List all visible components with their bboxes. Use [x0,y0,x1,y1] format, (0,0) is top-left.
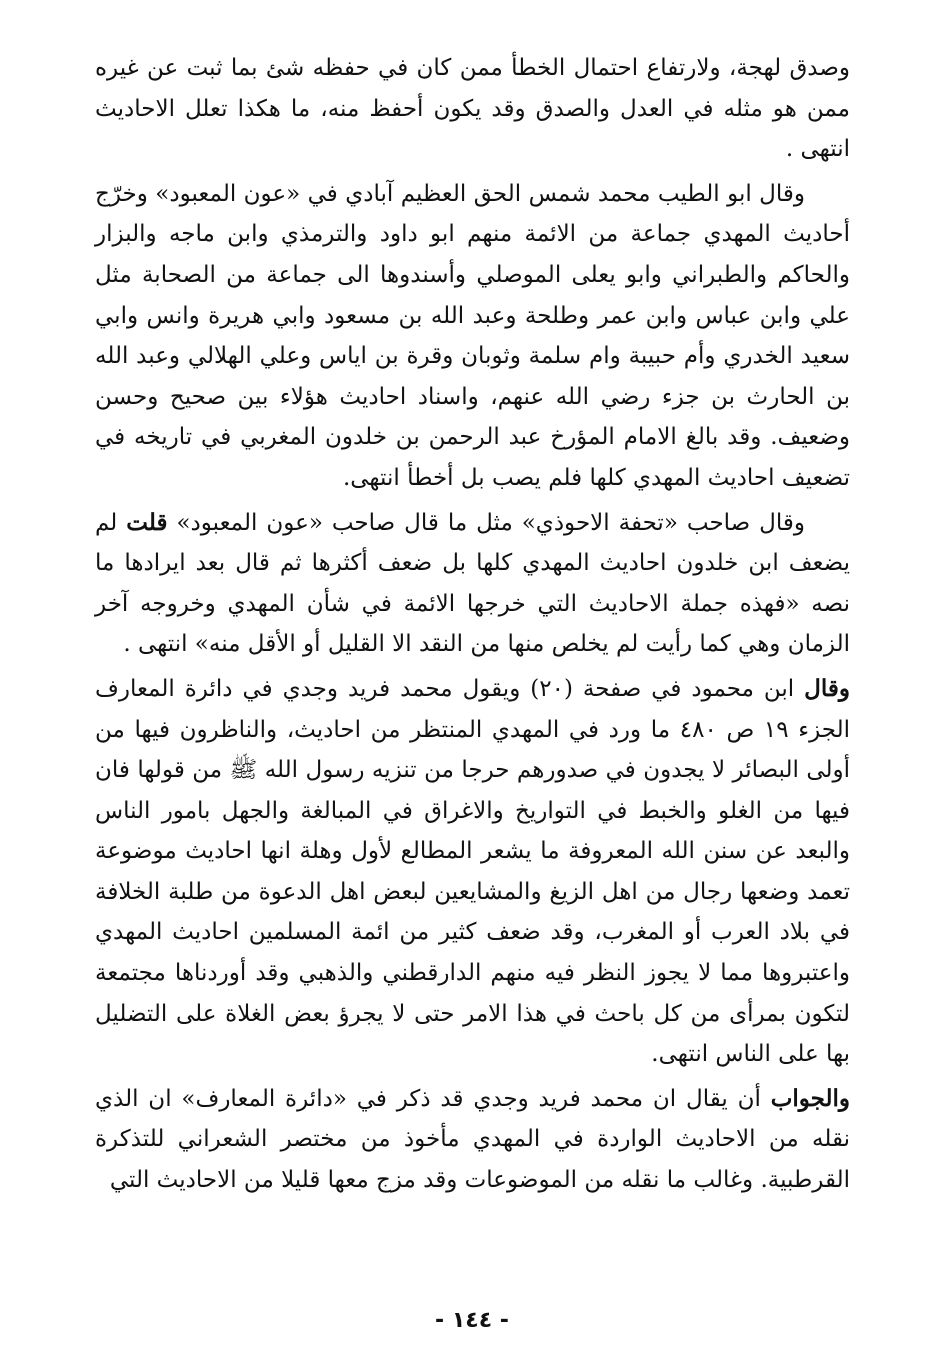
paragraph-4 [95,669,850,1075]
paragraph-5-lead: والجواب [770,1084,850,1112]
paragraph-3-text-before: وقال صاحب «تحفة الاحوذي» مثل ما قال صاحب «عون المعبود» [167,509,805,536]
paragraph-4-lead: وقال [804,674,850,702]
paragraph-2 [95,174,850,499]
page-number: - ١٤٤ - [435,1308,509,1333]
paragraph-1 [95,48,850,170]
paragraph-5 [95,1079,850,1201]
paragraph-3-bold-qultu: قلت [126,508,168,536]
paragraph-3 [95,503,850,665]
paragraph-4-text: ابن محمود في صفحة (٢٠) ويقول محمد فريد وجدي في دائرة المعارف الجزء ١٩ ص ٤٨٠ ما ورد في المهدي المنتظر من احاديث، والناظرون فيها من أولى البصائر لا يجدون في صدورهم حرجا من تنزيه رسول الله ﷺ من قولها فان فيها من الغلو والخبط في التواريخ والاغراق في المبالغة والجهل بامور الناس والبعد عن سنن الله المعروفة ما يشعر المطالع لأول وهلة انها احاديث موضوعة تعمد وضعها رجال من اهل الزيغ والمشايعين لبعض اهل الدعوة من طلبة الخلافة في بلاد العرب أو المغرب، وقد ضعف كثير من ائمة المسلمين احاديث المهدي واعتبروها مما لا يجوز النظر فيه منهم الدارقطني والذهبي وقد أوردناها مجتمعة لتكون بمرأى من كل باحث في هذا الامر حتى لا يجرؤ بعض الغلاة على التضليل بها على الناس انتهى. [95,675,851,1068]
paragraph-1-text: وصدق لهجة، ولارتفاع احتمال الخطأ ممن كان في حفظه شئ بما ثبت عن غيره ممن هو مثله في العدل والصدق وقد يكون أحفظ منه، ما هكذا تعلل الاحاديث انتهى . [95,55,850,163]
paragraph-2-text: وقال ابو الطيب محمد شمس الحق العظيم آبادي في «عون المعبود» وخرّج أحاديث المهدي جماعة من الائمة منهم ابو داود والترمذي وابن ماجه والبزار والحاكم والطبراني وابو يعلى الموصلي وأسندوها الى جماعة من الصحابة مثل علي وابن عباس وابن عمر وطلحة وعبد الله بن مسعود وابي هريرة وانس وابي سعيد الخدري وأم حبيبة وام سلمة وثوبان وقرة بن اياس وعلي الهلالي وعبد الله بن الحارث بن جزء رضي الله عنهم، واسناد احاديث هؤلاء بين صحيح وحسن وضعيف. وقد بالغ الامام المؤرخ عبد الرحمن بن خلدون المغربي في تاريخه في تضعيف احاديث المهدي كلها فلم يصب بل أخطأ انتهى. [95,180,850,491]
paragraph-5-text: أن يقال ان محمد فريد وجدي قد ذكر في «دائرة المعارف» ان الذي نقله من الاحاديث الواردة في المهدي مأخوذ من مختصر الشعراني للتذكرة القرطبية. وغالب ما نقله من الموضوعات وقد مزج معها قليلا من الاحاديث التي [95,1085,850,1194]
page-body [95,48,850,1201]
paragraph-3-text-after: لم يضعف ابن خلدون احاديث المهدي كلها بل ضعف أكثرها ثم قال بعد ايرادها ما نصه «فهذه جملة الاحاديث التي خرجها الائمة في شأن المهدي وخروجه آخر الزمان وهي كما رأيت لم يخلص منها من النقد الا القليل أو الأقل منه» انتهى . [95,509,850,658]
